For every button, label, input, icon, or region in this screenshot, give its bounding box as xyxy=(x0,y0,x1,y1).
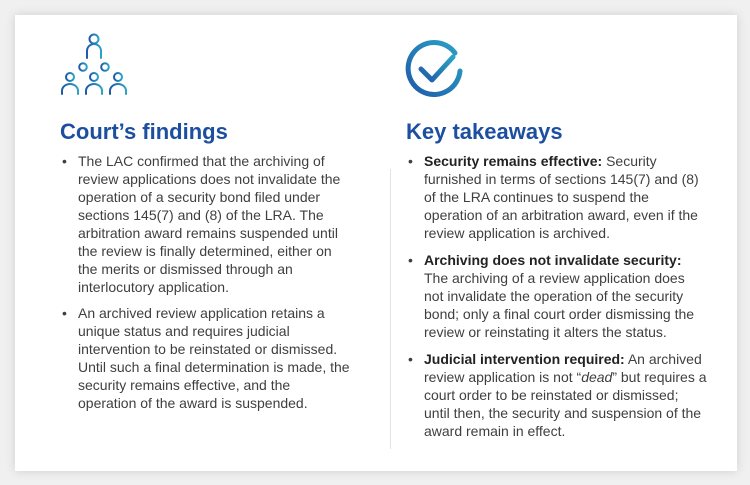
takeaway-term: Security remains effective: xyxy=(424,153,603,169)
takeaway-emphasis: dead xyxy=(581,369,613,385)
checkmark-circle-icon xyxy=(403,37,467,101)
finding-text: The LAC confirmed that the archiving of review applications does not invalidate the operation of a security bond filed under sections 145(7) and (8) of the LRA. The arbitration award remains suspended until the review is finally determined, either on the merits or dismissed through an interlocutory application. xyxy=(78,153,341,295)
takeaway-term: Archiving does not invalidate security: xyxy=(424,252,682,268)
court-findings-heading: Court’s findings xyxy=(60,119,228,144)
list-item xyxy=(406,152,708,242)
takeaway-text: The archiving of a review application does not invalidate the operation of the security bond; only a final court order dismissing the review or reinstating it alters the status. xyxy=(424,270,695,340)
key-takeaways-list xyxy=(406,152,708,440)
takeaway-text: ” but requires a court order to be reinstated or dismissed; until then, the security and suspension of the award remain in effect. xyxy=(424,369,707,439)
column-divider xyxy=(390,169,391,449)
list-item xyxy=(60,152,351,296)
info-card xyxy=(15,15,737,471)
list-item xyxy=(406,350,708,440)
list-item xyxy=(406,251,708,341)
takeaway-term: Judicial intervention required: xyxy=(424,351,625,367)
list-item xyxy=(60,304,351,412)
takeaway-text: Security furnished in terms of sections 145(7) and (8) of the LRA continues to suspend the operation of an arbitration award, even if the review application is archived. xyxy=(424,153,699,241)
court-findings-list xyxy=(60,152,351,412)
finding-text: An archived review application retains a unique status and requires judicial intervention to be reinstated or dismissed. Until such a final determination is made, the security remains effective, and the operation of the award is suspended. xyxy=(78,305,350,411)
key-takeaways-heading: Key takeaways xyxy=(406,119,563,144)
takeaway-text: An archived review application is not “ xyxy=(424,351,702,385)
people-hierarchy-icon xyxy=(59,33,129,97)
